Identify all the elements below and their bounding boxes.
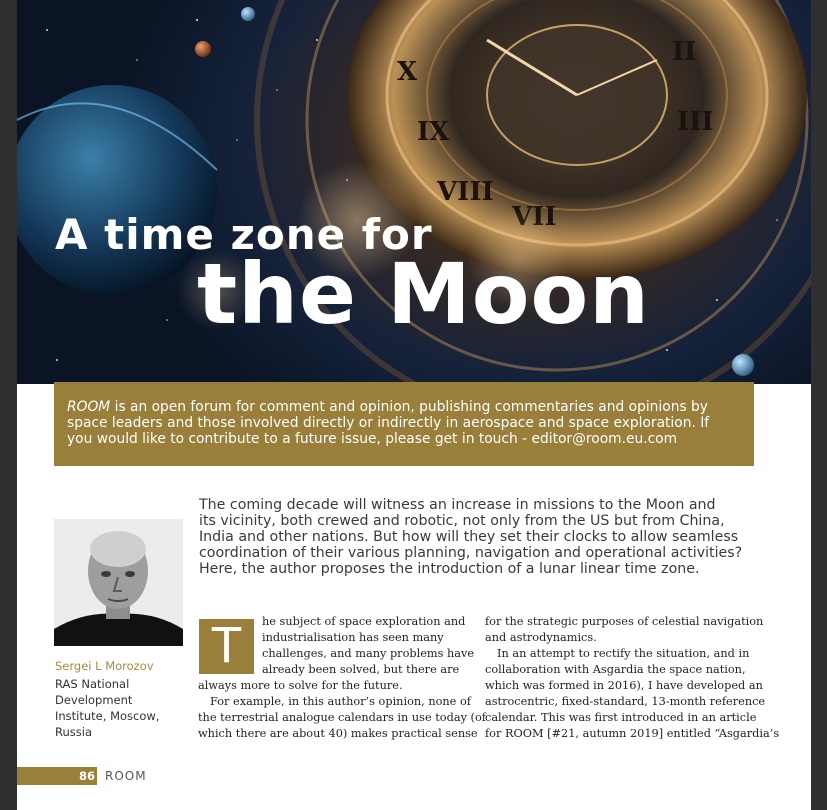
body-line: he subject of space exploration and <box>262 615 466 628</box>
drop-cap-letter: T <box>211 618 242 674</box>
body-column-2 <box>485 614 780 742</box>
svg-text:VIII: VIII <box>437 177 494 207</box>
magazine-page <box>17 0 811 810</box>
body-column-1 <box>198 614 486 742</box>
body-line: collaboration with Asgardia the space nation, <box>485 663 746 676</box>
body-line: challenges, and many problems have <box>262 647 475 660</box>
page-number: 86 <box>78 769 95 783</box>
body-line: for ROOM [#21, autumn 2019] entitled “Asgardia’s <box>485 727 780 740</box>
standfirst-line: its vicinity, both crewed and robotic, not only from the US but from China, <box>199 513 725 529</box>
author-affiliation: RAS National Development Institute, Moscow, Russia <box>55 677 160 739</box>
hero-image <box>17 0 811 384</box>
forum-info-box <box>54 382 754 466</box>
body-line: astrocentric, fixed-standard, 13-month reference <box>485 695 766 708</box>
standfirst-line: The coming decade will witness an increase in missions to the Moon and <box>199 497 716 513</box>
body-line: industrialisation has seen many <box>262 631 444 644</box>
body-line: already been solved, but there are <box>262 663 460 676</box>
body-line: for the strategic purposes of celestial navigation <box>485 615 764 628</box>
svg-text:II: II <box>672 37 697 67</box>
standfirst <box>199 496 759 576</box>
forum-line3: you would like to contribute to a future issue, please get in touch - editor@room.eu.com <box>67 431 678 447</box>
author-name: Sergei L Morozov <box>55 659 154 673</box>
body-line: the terrestrial analogue calendars in use today (of <box>198 711 486 724</box>
body-line: and astrodynamics. <box>485 631 597 644</box>
standfirst-line: Here, the author proposes the introduction of a lunar linear time zone. <box>199 561 700 577</box>
standfirst-line: India and other nations. But how will they set their clocks to allow seamless <box>199 529 739 545</box>
forum-line2: space leaders and those involved directly or indirectly in aerospace and space exploration. If <box>67 415 710 431</box>
room-italic-label: ROOM <box>67 399 111 415</box>
body-line: calendar. This was first introduced in an article <box>485 711 757 724</box>
svg-text:VII: VII <box>512 202 557 232</box>
svg-text:IX: IX <box>417 117 450 147</box>
body-line: For example, in this author’s opinion, none of <box>210 695 471 708</box>
svg-text:III: III <box>677 107 714 137</box>
article-title-line1: A time zone for <box>55 210 433 259</box>
author-photo <box>54 519 183 646</box>
article-title-line2: the Moon <box>197 245 650 343</box>
svg-text:X: X <box>397 57 418 87</box>
forum-line1: is an open forum for comment and opinion, publishing commentaries and opinions by <box>110 399 708 415</box>
magazine-name: ROOM <box>105 769 147 783</box>
body-line: which was formed in 2016), I have developed an <box>485 679 763 692</box>
body-line: In an attempt to rectify the situation, and in <box>497 647 750 660</box>
author-portrait-illustration <box>54 519 183 646</box>
standfirst-line: coordination of their various planning, navigation and operational activities? <box>199 545 743 561</box>
body-line: always more to solve for the future. <box>198 679 403 692</box>
body-line: which there are about 40) makes practical sense <box>198 727 478 740</box>
